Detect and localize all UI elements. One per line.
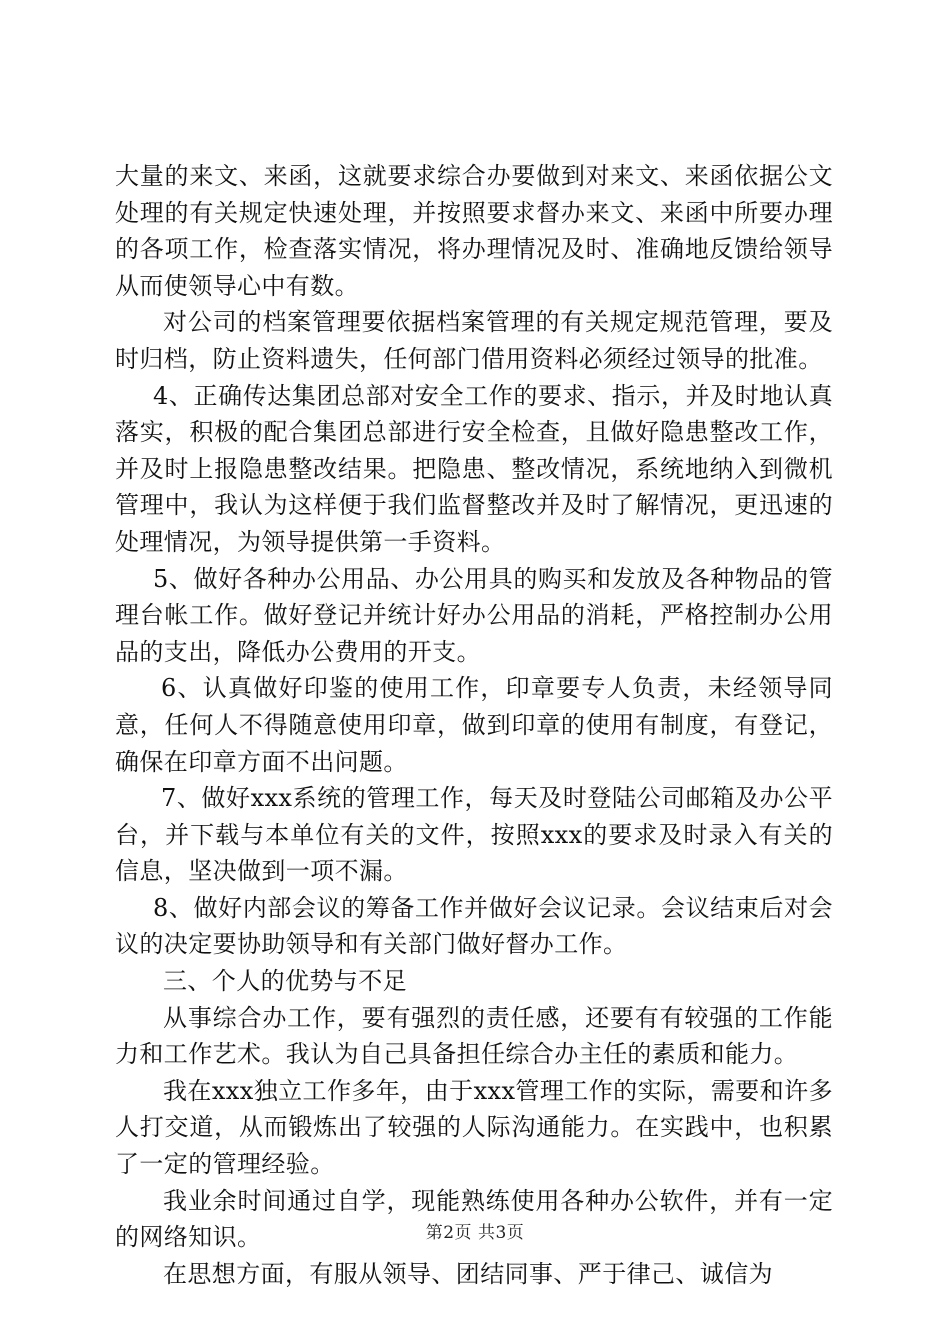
paragraph-archive-management: 对公司的档案管理要依据档案管理的有关规定规范管理，要及时归档，防止资料遗失，任何部门借用资料必须经过领导的批准。 (115, 308, 833, 373)
section-heading-strengths: 三、个人的优势与不足 (163, 967, 407, 996)
paragraph-item-8-meetings: 8、做好内部会议的筹备工作并做好会议记录。会议结束后对会议的决定要协助领导和有关部门做好督办工作。 (115, 893, 833, 959)
paragraph-experience: 我在xxx独立工作多年，由于xxx管理工作的实际，需要和许多人打交道，从而锻炼出了较强的人际沟通能力。在实践中，也积累了一定的管理经验。 (115, 1076, 833, 1179)
paragraph-item-5-office-supplies: 5、做好各种办公用品、办公用具的购买和发放及各种物品的管理台帐工作。做好登记并统计好办公用品的消耗，严格控制办公用品的支出，降低办公费用的开支。 (115, 564, 833, 666)
paragraph-item-4-safety: 4、正确传达集团总部对安全工作的要求、指示，并及时地认真落实，积极的配合集团总部进行安全检查，且做好隐患整改工作，并及时上报隐患整改结果。把隐患、整改情况，系统地纳入到微机管理中，我认为这样便于我们监督整改并及时了解情况，更迅速的处理情况，为领导提供第一手资料。 (115, 381, 833, 556)
paragraph-responsibility: 从事综合办工作，要有强烈的责任感，还要有有较强的工作能力和工作艺术。我认为自己具备担任综合办主任的素质和能力。 (115, 1003, 833, 1069)
paragraph-ideology: 在思想方面，有服从领导、团结同事、严于律己、诚信为 (163, 1259, 773, 1288)
paragraph-incoming-documents: 大量的来文、来函，这就要求综合办要做到对来文、来函依据公文处理的有关规定快速处理，并按照要求督办来文、来函中所要办理的各项工作，检查落实情况，将办理情况及时、准确地反馈给领导从而使领导心中有数。 (115, 162, 833, 300)
document-body (115, 158, 833, 1292)
paragraph-item-6-seals: 6、认真做好印鉴的使用工作，印章要专人负责，未经领导同意，任何人不得随意使用印章，做到印章的使用有制度，有登记，确保在印章方面不出问题。 (115, 674, 833, 776)
paragraph-self-study: 我业余时间通过自学，现能熟练使用各种办公软件，并有一定的网络知识。 (115, 1186, 833, 1252)
page-number-footer: 第2页 共3页 (425, 1223, 525, 1243)
paragraph-item-7-system: 7、做好xxx系统的管理工作，每天及时登陆公司邮箱及办公平台，并下载与本单位有关的文件，按照xxx的要求及时录入有关的信息，坚决做到一项不漏。 (115, 784, 833, 886)
